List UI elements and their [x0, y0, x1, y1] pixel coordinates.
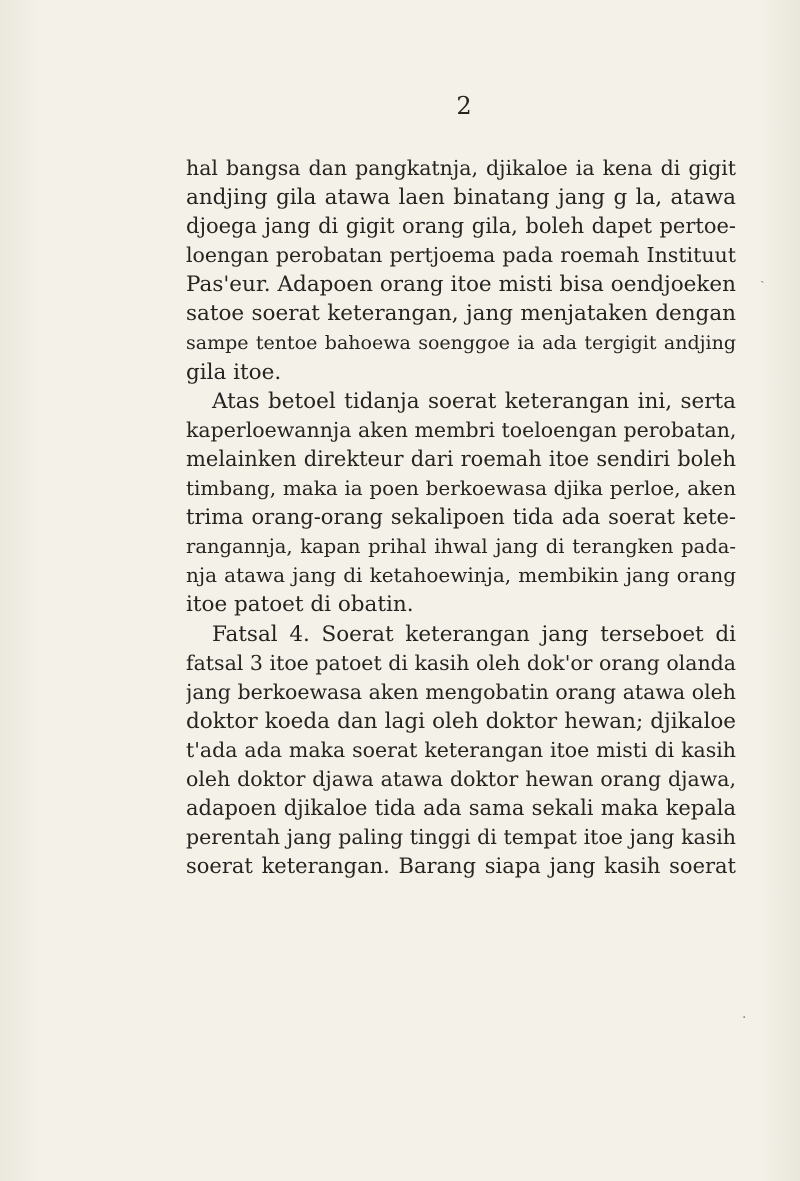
text-line: sampe tentoe bahoewa soenggoe ia ada tergigit andjing [186, 331, 736, 354]
text-line: jang berkoewasa aken mengobatin orang atawa oleh [186, 679, 736, 704]
text-line: itoe patoet di obatin. [186, 592, 414, 618]
text-line: soerat keterangan. Barang siapa jang kasih soerat [186, 854, 736, 879]
text-line: fatsal 3 itoe patoet di kasih oleh dok'or orang olanda [186, 650, 736, 675]
text-line: nja atawa jang di ketahoewinja, membikin jang orang [186, 563, 736, 588]
text-line: loengan perobatan pertjoema pada roemah Instituut [186, 243, 736, 268]
text-line: melainken direkteur dari roemah itoe sendiri boleh [186, 446, 736, 471]
text-line: djoega jang di gigit orang gila, boleh dapet pertoe- [186, 214, 736, 239]
page-number: 2 [456, 92, 472, 120]
stray-ink-mark: ˏ [760, 268, 765, 284]
body-text [186, 154, 736, 881]
text-line: timbang, maka ia poen berkoewasa djika perloe, aken [186, 476, 736, 501]
text-line: oleh doktor djawa atawa doktor hewan orang djawa, [186, 766, 736, 791]
text-line: kaperloewannja aken membri toeloengan perobatan, [186, 417, 736, 442]
text-line: satoe soerat keterangan, jang menjataken dengan [186, 301, 736, 327]
stray-ink-mark: · [742, 1010, 747, 1026]
text-line: trima orang-orang sekalipoen tida ada soerat kete- [186, 505, 736, 530]
text-line: hal bangsa dan pangkatnja, djikaloe ia kena di gigit [186, 156, 736, 180]
text-line: rangannja, kapan prihal ihwal jang di terangken pada- [186, 535, 736, 559]
text-line: Pas'eur. Adapoen orang itoe misti bisa oendjoeken [186, 272, 736, 298]
text-line: doktor koeda dan lagi oleh doktor hewan; djikaloe [186, 708, 736, 734]
text-line: Atas betoel tidanja soerat keterangan ini, serta [212, 388, 736, 414]
text-line: Fatsal 4. Soerat keterangan jang terseboet di [212, 621, 736, 647]
text-line: t'ada ada maka soerat keterangan itoe misti di kasih [186, 737, 736, 762]
text-line: perentah jang paling tinggi di tempat itoe jang kasih [186, 825, 736, 850]
text-line: gila itoe. [186, 359, 282, 385]
text-line: andjing gila atawa laen binatang jang g la, atawa [186, 185, 736, 211]
text-line: adapoen djikaloe tida ada sama sekali maka kepala [186, 796, 736, 821]
